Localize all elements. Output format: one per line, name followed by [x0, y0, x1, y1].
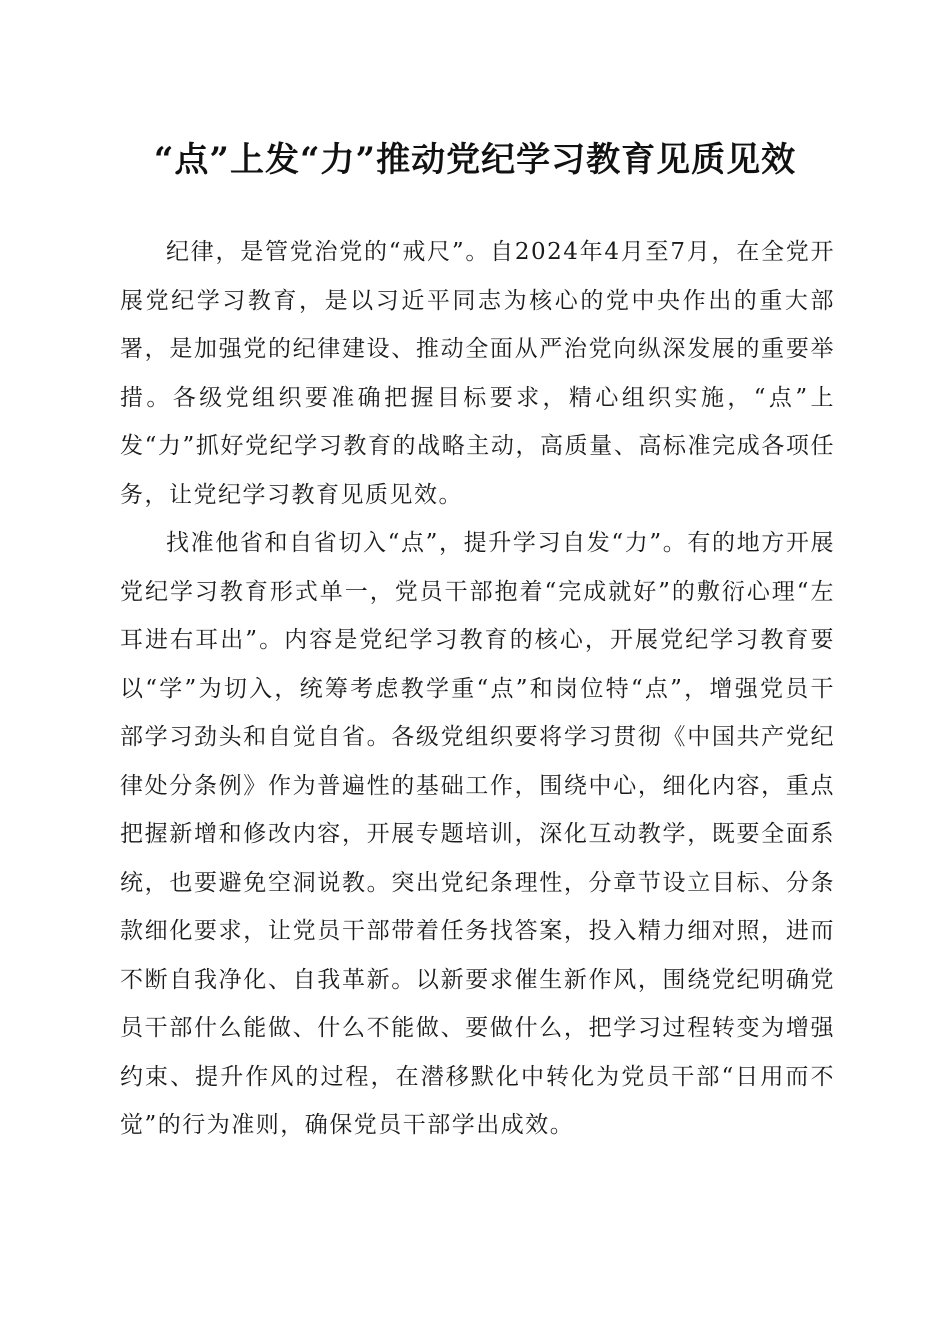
paragraph-2: 找准他省和自省切入“点”，提升学习自发“力”。有的地方开展党纪学习教育形式单一，党员干部抱着“完成就好”的敷衍心理“左耳进右耳出”。内容是党纪学习教育的核心，开展党纪学习教育要以“学”为切入，统筹考虑教学重“点”和岗位特“点”，增强党员干部学习劲头和自觉自省。各级党组织要将学习贯彻《中国共产党纪律处分条例》作为普遍性的基础工作，围绕中心，细化内容，重点把握新增和修改内容，开展专题培训，深化互动教学，既要全面系统，也要避免空洞说教。突出党纪条理性，分章节设立目标、分条款细化要求，让党员干部带着任务找答案，投入精力细对照，进而不断自我净化、自我革新。以新要求催生新作风，围绕党纪明确党员干部什么能做、什么不能做、要做什么，把学习过程转变为增强约束、提升作风的过程，在潜移默化中转化为党员干部“日用而不觉”的行为准则，确保党员干部学出成效。 — [120, 530, 835, 1138]
document-body — [120, 228, 835, 1150]
document-title: “点”上发“力”推动党纪学习教育见质见效 — [153, 140, 797, 180]
paragraph-1: 纪律，是管党治党的“戒尺”。自2024年4月至7月，在全党开展党纪学习教育，是以习近平同志为核心的党中央作出的重大部署，是加强党的纪律建设、推动全面从严治党向纵深发展的重要举措。各级党组织要准确把握目标要求，精心组织实施，“点”上发“力”抓好党纪学习教育的战略主动，高质量、高标准完成各项任务，让党纪学习教育见质见效。 — [120, 239, 835, 508]
